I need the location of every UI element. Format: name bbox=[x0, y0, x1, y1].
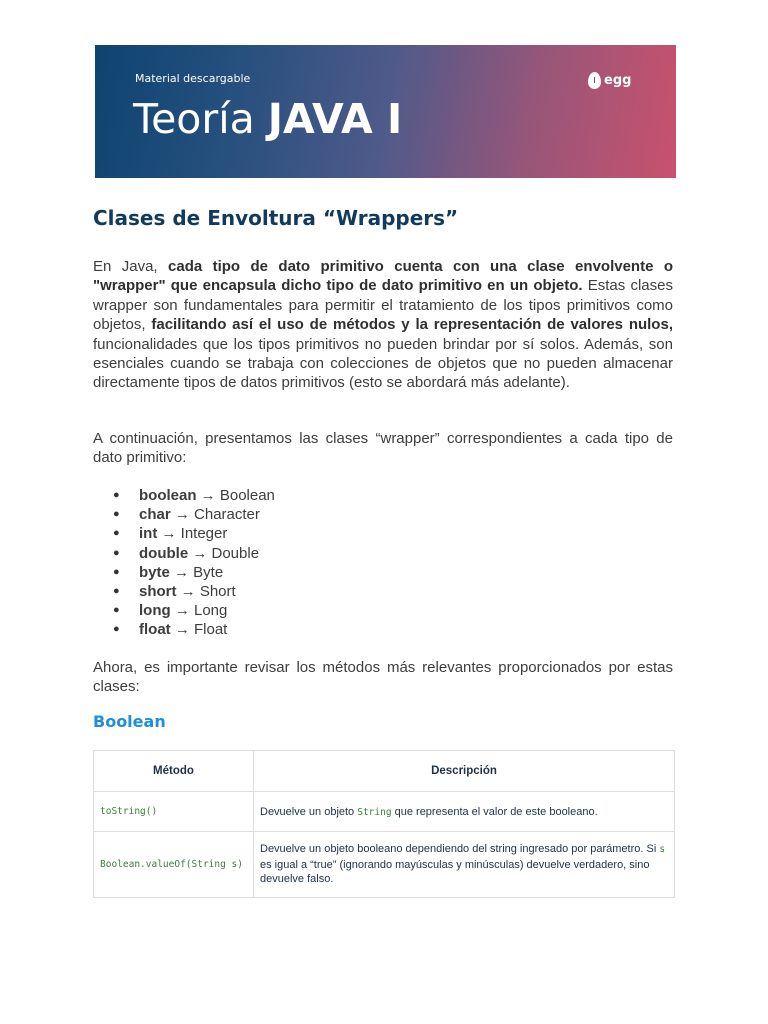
methods-intro-paragraph: Ahora, es importante revisar los métodos más relevantes proporcionados por estas clases: bbox=[93, 659, 673, 696]
primitive-name: byte bbox=[139, 563, 170, 581]
banner-subtitle: Material descargable bbox=[135, 72, 251, 85]
intro-bold-1: cada tipo de dato primitivo cuenta con una clase envolvente o "wrapper" que encapsula dicho tipo de dato primitivo en un objeto. bbox=[93, 258, 673, 295]
logo-text: egg bbox=[604, 72, 632, 88]
inline-code: s bbox=[659, 844, 666, 856]
primitive-name: boolean bbox=[139, 487, 197, 504]
inline-code: String bbox=[357, 806, 392, 818]
intro-text-2: Estas clases wrapper son fundamentales para permitir el tratamiento de los tipos primitivos como objetos, bbox=[93, 277, 673, 334]
egg-logo-icon bbox=[588, 72, 601, 89]
list-item bbox=[113, 601, 275, 620]
continuation-paragraph: A continuación, presentamos las clases “wrapper” correspondientes a cada tipo de dato primitivo: bbox=[93, 430, 673, 467]
method-cell: Boolean.valueOf(String s) bbox=[94, 832, 254, 898]
wrapper-name: → Double bbox=[188, 544, 260, 562]
list-item bbox=[113, 582, 275, 601]
description-text: Devuelve un objeto booleano dependiendo del string ingresado por parámetro. Si bbox=[260, 843, 660, 856]
egg-logo bbox=[588, 69, 631, 91]
banner-title-light: Teoría bbox=[133, 95, 268, 143]
boolean-heading: Boolean bbox=[93, 712, 166, 731]
list-item bbox=[113, 505, 275, 524]
table-row bbox=[94, 832, 675, 898]
banner-title bbox=[133, 95, 402, 143]
column-header-description: Descripción bbox=[254, 751, 675, 792]
wrapper-name: → Integer bbox=[157, 525, 228, 543]
wrapper-type-list bbox=[113, 486, 275, 640]
method-cell: toString() bbox=[94, 792, 254, 832]
wrapper-name: → Float bbox=[170, 621, 228, 639]
list-item bbox=[113, 544, 275, 563]
intro-paragraph bbox=[93, 257, 673, 393]
primitive-name: float bbox=[139, 621, 171, 639]
description-cell bbox=[254, 832, 675, 898]
table-header-row bbox=[94, 751, 675, 792]
primitive-name: long bbox=[139, 602, 171, 620]
section-title: Clases de Envoltura “Wrappers” bbox=[93, 206, 459, 230]
column-header-method: Método bbox=[94, 751, 254, 792]
list-item bbox=[113, 524, 275, 543]
description-text: Devuelve un objeto bbox=[260, 805, 358, 818]
wrapper-name: → Short bbox=[176, 583, 236, 601]
wrapper-name: → Boolean bbox=[196, 487, 275, 504]
intro-text-3: funcionalidades que los tipos primitivos no pueden brindar por sí solos. Además, son esenciales cuando se trabaja con colecciones de objetos que no pueden almacenar directamente tipos de datos primitivos (esto se abordará más adelante). bbox=[93, 335, 673, 392]
header-banner bbox=[95, 45, 676, 178]
description-cell bbox=[254, 792, 675, 832]
wrapper-name: → Byte bbox=[169, 563, 224, 581]
list-item bbox=[113, 563, 275, 582]
description-text: que representa el valor de este booleano. bbox=[391, 805, 598, 818]
list-item bbox=[113, 620, 275, 639]
list-item bbox=[113, 486, 275, 505]
primitive-name: int bbox=[139, 525, 158, 543]
intro-text-1: En Java, bbox=[93, 258, 169, 275]
primitive-name: char bbox=[139, 506, 171, 524]
intro-bold-2: facilitando así el uso de métodos y la representación de valores nulos, bbox=[151, 316, 673, 334]
primitive-name: short bbox=[139, 583, 177, 601]
banner-title-bold: JAVA I bbox=[267, 95, 403, 143]
wrapper-name: → Long bbox=[170, 602, 228, 620]
primitive-name: double bbox=[139, 544, 189, 562]
wrapper-name: → Character bbox=[170, 506, 260, 524]
table-row bbox=[94, 792, 675, 832]
methods-table bbox=[93, 750, 675, 898]
description-text: es igual a “true” (ignorando mayúsculas y minúsculas) devuelve verdadero, sino devuelve falso. bbox=[260, 858, 650, 886]
